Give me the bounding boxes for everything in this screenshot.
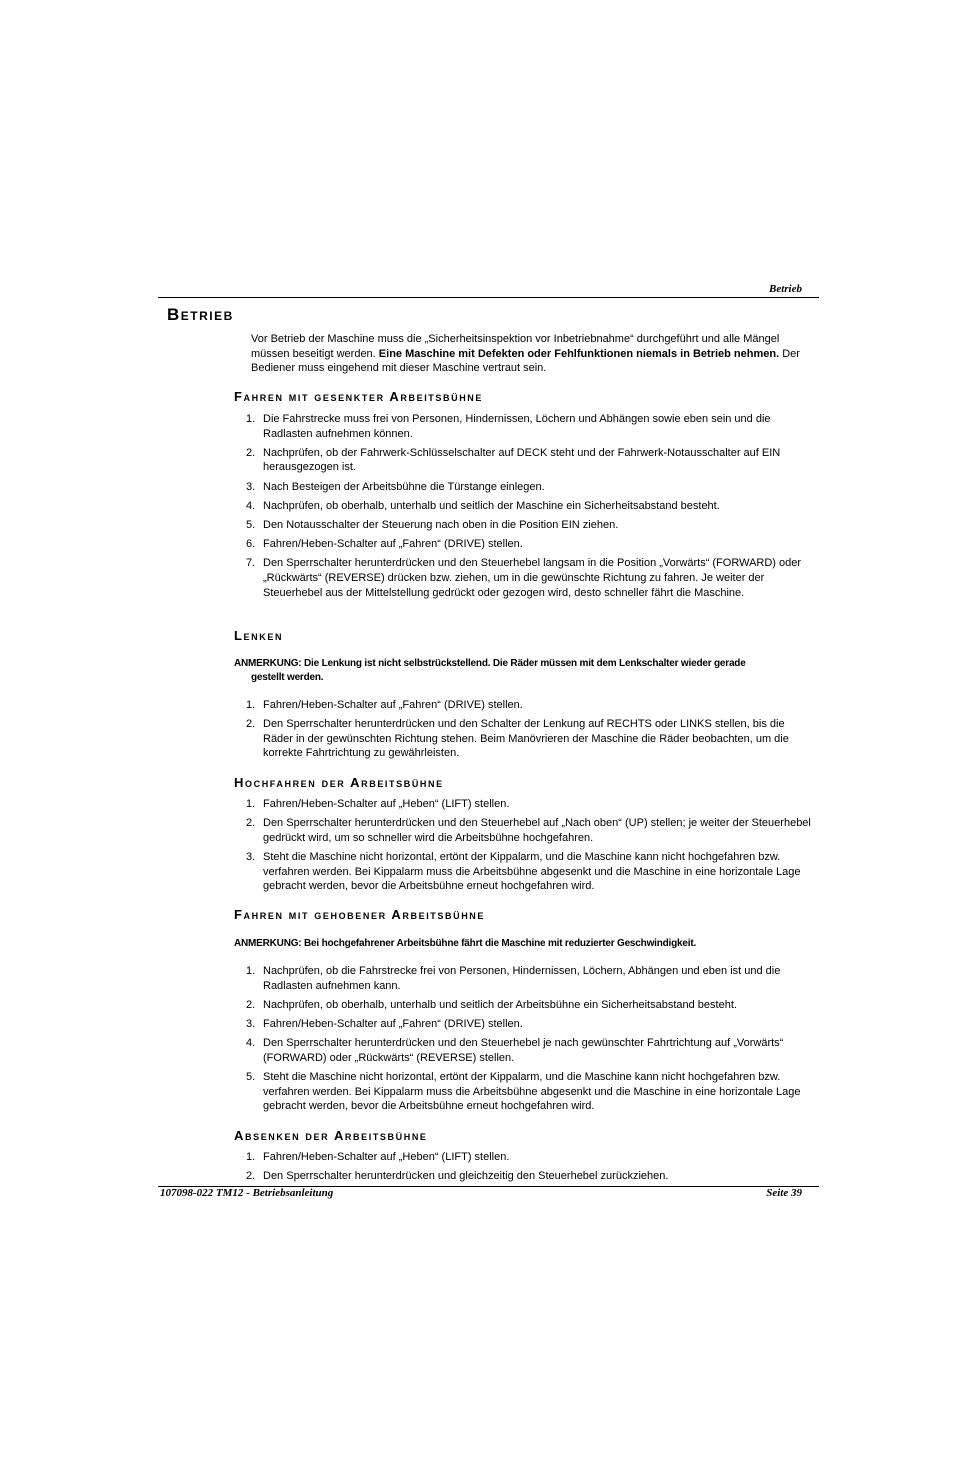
list-item: 5. Steht die Maschine nicht horizontal, ertönt der Kippalarm, und die Maschine kann nicht hochgefahren bzw. verfahren werden. Bei Kippalarm muss die Arbeitsbühne abgesenkt und die Maschine in eine horizontale Lage gebracht werden, bevor die Arbeitsbühne erneut hochgefahren wird. (246, 1070, 801, 1113)
intro-paragraph (251, 332, 811, 376)
intro-warning: Eine Maschine mit Defekten oder Fehlfunktionen niemals in Betrieb nehmen. (378, 347, 780, 360)
note-steering (234, 657, 804, 685)
note-text: Bei hochgefahrener Arbeitsbühne fährt die Maschine mit reduzierter Geschwindigkeit. (301, 938, 697, 949)
section-heading-raise: Hochfahren der Arbeitsbühne (234, 775, 444, 790)
steps-steering (234, 698, 814, 766)
section-heading-lower: Absenken der Arbeitsbühne (234, 1128, 428, 1143)
list-item: 3. Fahren/Heben-Schalter auf „Fahren“ (DRIVE) stellen. (246, 1017, 523, 1030)
list-item: 4. Nachprüfen, ob oberhalb, unterhalb und seitlich der Maschine ein Sicherheitsabstand besteht. (246, 499, 720, 512)
intro-text-2: Der Bediener muss eingehend mit dieser Maschine vertraut sein. (251, 347, 800, 375)
list-item: 5. Den Notausschalter der Steuerung nach oben in die Position EIN ziehen. (246, 518, 619, 531)
page-title: Betrieb (167, 305, 234, 324)
list-item: 3. Steht die Maschine nicht horizontal, ertönt der Kippalarm, und die Maschine kann nicht hochgefahren bzw. verfahren werden. Bei Kippalarm muss die Arbeitsbühne abgesenkt und die Maschine in eine horizontale Lage gebracht werden, bevor die Arbeitsbühne erneut hochgefahren wird. (246, 850, 801, 893)
steps-drive-lowered (234, 412, 814, 605)
list-item: 2. Den Sperrschalter herunterdrücken und den Schalter der Lenkung auf RECHTS oder LINKS stellen, bis die Räder in der gewünschten Richtung stehen. Beim Manövrieren der Maschine die Räder beobachten, um die korrekte Fahrtrichtung zu gewährleisten. (246, 718, 789, 760)
list-item: 2. Nachprüfen, ob oberhalb, unterhalb und seitlich der Arbeitsbühne ein Sicherheitsabstand besteht. (246, 998, 737, 1011)
list-item: 2. Den Sperrschalter herunterdrücken und den Steuerhebel auf „Nach oben“ (UP) stellen; je weiter der Steuerhebel gedrückt wird, um so schneller wird die Arbeitsbühne hochgefahren. (246, 817, 811, 844)
footer-page-number: Seite 39 (766, 1187, 802, 1199)
steps-lower (234, 1150, 814, 1188)
list-item: 1. Die Fahrstrecke muss frei von Personen, Hindernissen, Löchern und Abhängen sowie eben sein und die Radlasten aufnehmen können. (246, 413, 771, 440)
list-item: 6. Fahren/Heben-Schalter auf „Fahren“ (DRIVE) stellen. (246, 538, 523, 551)
note-text: Die Lenkung ist nicht selbstrückstellend. Die Räder müssen mit dem Lenkschalter wieder gerade (301, 658, 746, 669)
running-header: Betrieb (769, 283, 802, 295)
footer-document-id: 107098-022 TM12 - Betriebsanleitung (160, 1187, 334, 1199)
list-item: 7. Den Sperrschalter herunterdrücken und den Steuerhebel langsam in die Position „Vorwärts“ (FORWARD) oder „Rückwärts“ (REVERSE) drücken bzw. ziehen, um in die gewünschte Richtung zu fahren. Je weiter der Steuerhebel aus der Mittelstellung gedrückt oder gezogen wird, desto schneller fährt die Maschine. (246, 557, 802, 599)
steps-drive-raised (234, 964, 814, 1118)
note-drive-raised (234, 937, 804, 951)
note-label: ANMERKUNG: (234, 938, 302, 949)
header-rule (158, 297, 819, 298)
list-item: 1. Nachprüfen, ob die Fahrstrecke frei von Personen, Hindernissen, Löchern, Abhängen und eben ist und die Radlasten aufnehmen kann. (246, 965, 781, 992)
list-item: 1. Fahren/Heben-Schalter auf „Fahren“ (DRIVE) stellen. (246, 699, 523, 711)
section-heading-drive-lowered: Fahren mit gesenkter Arbeitsbühne (234, 389, 483, 404)
intro-text-1: Vor Betrieb der Maschine muss die „Sicherheitsinspektion vor Inbetriebnahme“ durchgeführt und alle Mängel müssen beseitigt werden. (251, 333, 780, 360)
list-item: 2. Nachprüfen, ob der Fahrwerk-Schlüsselschalter auf DECK steht und der Fahrwerk-Notausschalter auf EIN herausgezogen ist. (246, 446, 781, 474)
list-item: 3. Nach Besteigen der Arbeitsbühne die Türstange einlegen. (246, 480, 545, 493)
note-label: ANMERKUNG: (234, 658, 302, 669)
list-item: 1. Fahren/Heben-Schalter auf „Heben“ (LIFT) stellen. (246, 798, 510, 810)
list-item: 2. Den Sperrschalter herunterdrücken und gleichzeitig den Steuerhebel zurückziehen. (246, 1170, 669, 1183)
section-heading-drive-raised: Fahren mit gehobener Arbeitsbühne (234, 907, 485, 922)
note-text-cont: gestellt werden. (251, 672, 324, 683)
section-heading-steering: Lenken (234, 628, 284, 643)
list-item: 1. Fahren/Heben-Schalter auf „Heben“ (LIFT) stellen. (246, 1151, 510, 1163)
list-item: 4. Den Sperrschalter herunterdrücken und den Steuerhebel je nach gewünschter Fahrtrichtung auf „Vorwärts“ (FORWARD) oder „Rückwärts“ (REVERSE) stellen. (246, 1037, 784, 1064)
steps-raise (234, 797, 814, 898)
